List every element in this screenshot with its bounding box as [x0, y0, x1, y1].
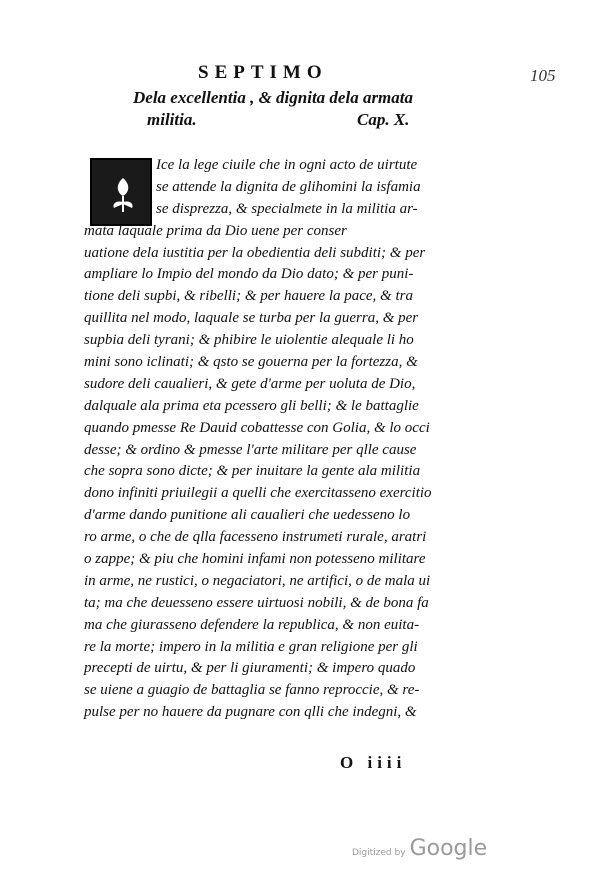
text-line: quillita nel modo, laquale se turba per la guerra, & per [84, 310, 419, 327]
body-text [84, 155, 448, 724]
text-line: Ice la lege ciuile che in ogni acto de uirtute [156, 157, 418, 173]
chapter-title-line-2: militia. [147, 110, 197, 129]
text-line: ro arme, o che de qlla facesseno instrumeti rurale, aratri [84, 529, 427, 546]
text-line: ampliare lo Impio del mondo da Dio dato; & per puni- [84, 266, 414, 283]
text-line: se uiene a guagio de battaglia se fanno reproccie, & re- [84, 682, 420, 699]
text-line: quando pmesse Re Dauid cobattesse con Golia, & lo occi [84, 419, 430, 436]
text-line: uatione dela iustitia per la obedientia deli subditi; & per [84, 244, 426, 261]
text-line: d'arme dando punitione ali caualieri che uedesseno lo [84, 507, 411, 524]
text-line: in arme, ne rustici, o negaciatori, ne artifici, o de mala ui [84, 572, 431, 589]
text-line: che sopra sono dicte; & per inuitare la gente ala militia [84, 463, 421, 480]
text-line: mata laquale prima da Dio uene per conser [84, 222, 347, 239]
chapter-number: Cap. X. [357, 110, 410, 129]
text-line: sudore deli caualieri, & gete d'arme per uoluta de Dio, [84, 375, 416, 392]
text-line: o zappe; & piu che homini infami non potesseno militare [84, 551, 426, 568]
text-line: supbia deli tyrani; & phibire le uiolentie alequale li ho [84, 332, 414, 349]
text-line: pulse per no hauere da pugnare con qlli che indegni, & [84, 704, 417, 721]
signature-mark: O iiii [340, 753, 407, 772]
text-line: dalquale ala prima eta pcessero gli belli; & le battaglie [84, 397, 419, 414]
text-line: tione deli supbi, & ribelli; & per hauere la pace, & tra [84, 288, 413, 305]
text-line: re la morte; impero in la militia e gran religione per gli [84, 638, 418, 655]
digitized-watermark [352, 836, 487, 861]
text-line: se disprezza, & specialmete in la militia ar- [156, 200, 418, 217]
text-line: desse; & ordino & pmesse l'arte militare per qlle cause [84, 441, 417, 458]
watermark-prefix: Digitized by [352, 848, 406, 858]
text-line: mini sono iclinati; & qsto se gouerna per la fortezza, & [84, 354, 418, 371]
running-head: SEPTIMO [198, 62, 328, 83]
text-line: se attende la dignita de glihomini la isfamia [156, 178, 421, 195]
text-line: precepti de uirtu, & per li giuramenti; & impero quado [84, 660, 416, 677]
text-line: ta; ma che deuesseno essere uirtuosi nobili, & de bona fa [84, 594, 429, 611]
folio-number: 105 [530, 66, 556, 85]
text-line: dono infiniti priuilegii a quelli che exercitasseno exercitio [84, 485, 432, 502]
chapter-title-line-1: Dela excellentia , & dignita dela armata [133, 88, 414, 107]
google-logo: Google [409, 836, 488, 861]
text-line: ma che giurasseno defendere la republica, & non euita- [84, 616, 420, 633]
